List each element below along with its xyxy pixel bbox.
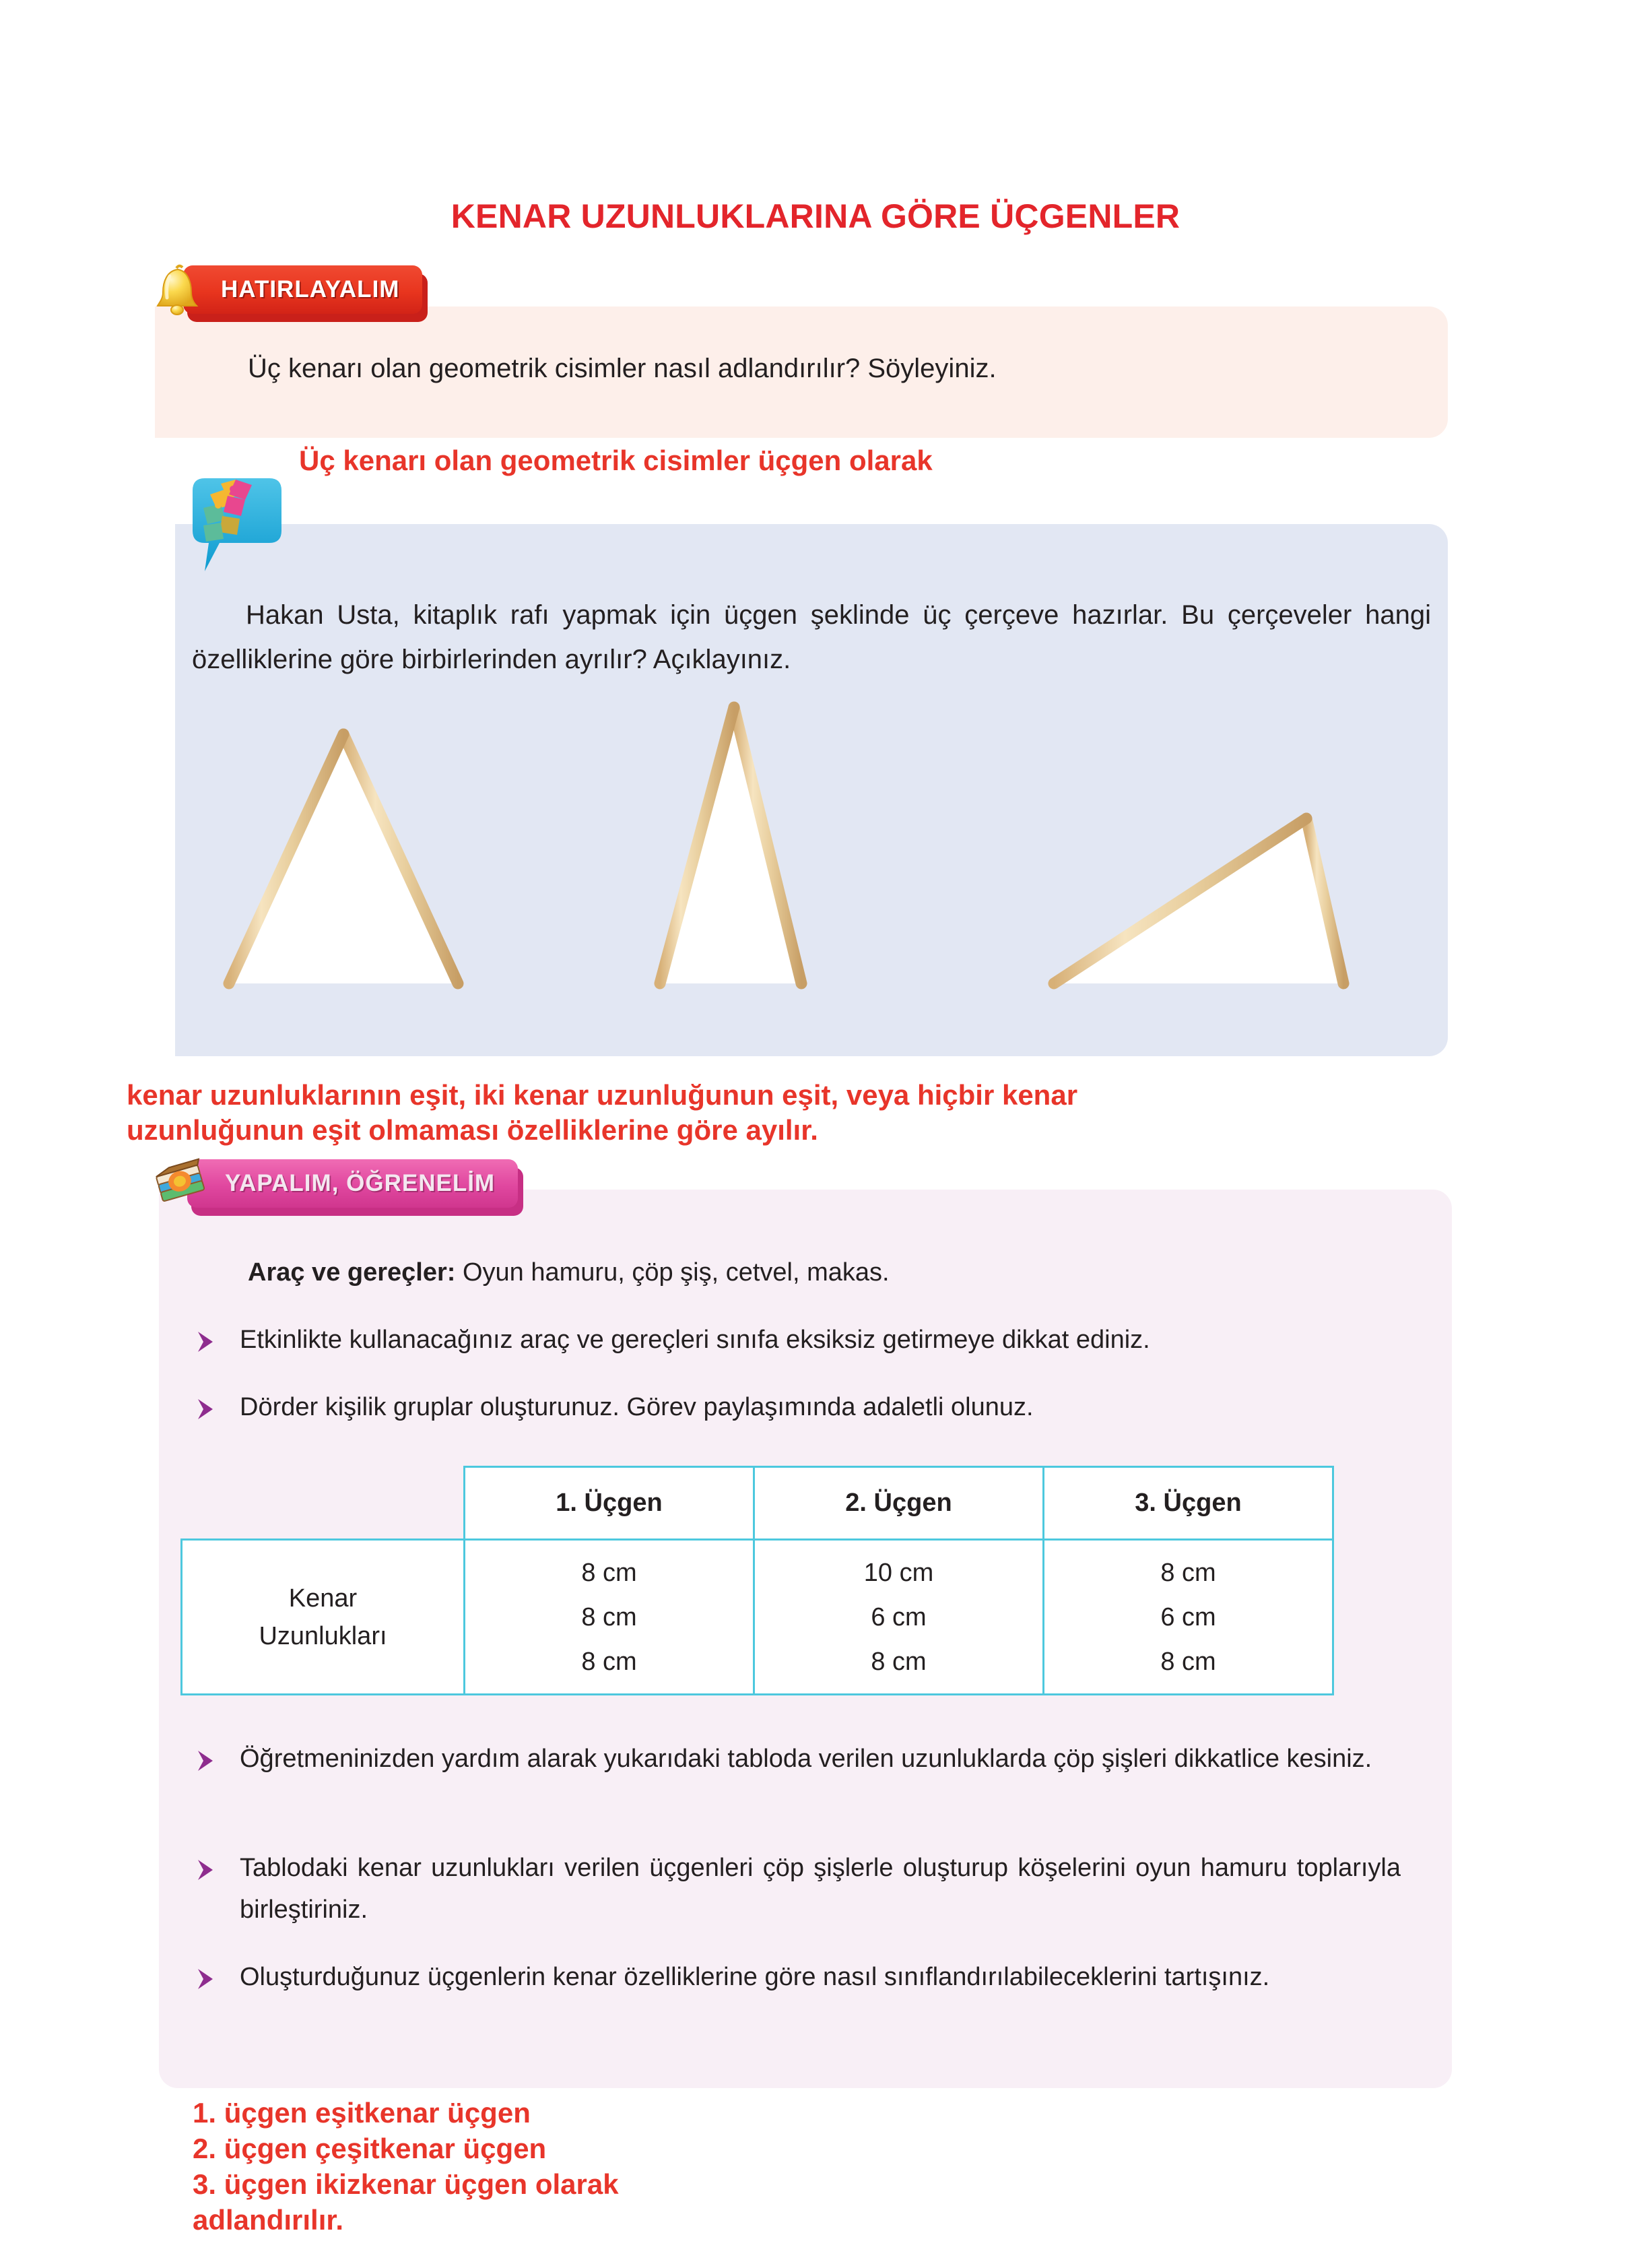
activity-banner — [154, 1153, 518, 1214]
cell-value: 10 cm — [863, 1558, 934, 1587]
activity-bullet-2 — [195, 1386, 1407, 1433]
arrow-right-bullet-icon — [195, 1743, 225, 1785]
cell-value: 6 cm — [1160, 1602, 1216, 1631]
activity-bullet-4 — [195, 1847, 1401, 1931]
books-icon — [154, 1155, 210, 1212]
activity-bullet-3 — [195, 1738, 1401, 1785]
student-answer-block-2 — [127, 1078, 1541, 1148]
student-answer-line-1: Üç kenarı olan geometrik cisimler üçgen olarak — [299, 445, 933, 476]
table-header-row — [182, 1467, 1333, 1540]
page-title: KENAR UZUNLUKLARINA GÖRE ÜÇGENLER — [451, 197, 1180, 235]
materials-label: Araç ve gereçler: — [248, 1258, 456, 1287]
cell-value: 8 cm — [1160, 1647, 1216, 1676]
activity-bullet-2-text: Dörder kişilik gruplar oluşturunuz. Görev paylaşımında adaletli olunuz. — [240, 1393, 1034, 1421]
arrow-right-bullet-icon — [195, 1324, 225, 1366]
problem-statement-text: Hakan Usta, kitaplık rafı yapmak için üçgen şeklinde üç çerçeve hazırlar. Bu çerçeveler hangi özelliklerine göre birbirlerinden ayrılır? Açıklayınız. — [192, 600, 1431, 674]
cell-value: 6 cm — [871, 1602, 927, 1631]
table-header-2: 2. Üçgen — [754, 1467, 1044, 1540]
table-header-3: 3. Üçgen — [1044, 1467, 1333, 1540]
arrow-right-bullet-icon — [195, 1852, 225, 1894]
table-cell-triangle-1 — [465, 1540, 754, 1695]
student-answer-line-3d: adlandırılır. — [193, 2204, 344, 2236]
arrow-right-bullet-icon — [195, 1962, 225, 2003]
table-cell-triangle-3 — [1044, 1540, 1333, 1695]
bell-icon — [149, 261, 206, 318]
student-answer-line-3b: 2. üçgen çeşitkenar üçgen — [193, 2133, 547, 2164]
cell-value: 8 cm — [1160, 1558, 1216, 1587]
student-answer-line-3a: 1. üçgen eşitkenar üçgen — [193, 2097, 531, 2129]
side-lengths-table — [180, 1466, 1334, 1695]
table-header-1: 1. Üçgen — [465, 1467, 754, 1540]
table-row-label-line1: Kenar — [288, 1584, 358, 1613]
isosceles-triangle — [660, 707, 801, 983]
cell-value: 8 cm — [581, 1558, 637, 1587]
activity-bullet-1-text: Etkinlikte kullanacağınız araç ve gereçleri sınıfa eksiksiz getirmeye dikkat ediniz. — [240, 1326, 1150, 1354]
remember-banner — [149, 259, 422, 320]
equilateral-triangle — [229, 734, 458, 983]
materials-value: Oyun hamuru, çöp şiş, cetvel, makas. — [455, 1258, 890, 1287]
arrow-right-bullet-icon — [195, 1392, 225, 1433]
table-row-label — [182, 1540, 465, 1695]
activity-bullet-5 — [195, 1956, 1401, 2003]
student-answer-block-3 — [193, 2095, 619, 2236]
cell-value: 8 cm — [581, 1602, 637, 1631]
student-answer-line-3c: 3. üçgen ikizkenar üçgen olarak — [193, 2168, 619, 2200]
student-answer-line-2a: kenar uzunluklarının eşit, iki kenar uzunluğunun eşit, veya hiçbir kenar — [127, 1079, 1078, 1111]
cell-value: 8 cm — [871, 1647, 927, 1676]
table-row-label-line2: Uzunlukları — [259, 1621, 387, 1650]
activity-bullet-5-text: Oluşturduğunuz üçgenlerin kenar özelliklerine göre nasıl sınıflandırılabileceklerini tartışınız. — [240, 1963, 1270, 1991]
cell-value: 8 cm — [581, 1647, 637, 1676]
activity-bullet-3-text: Öğretmeninizden yardım alarak yukarıdaki tabloda verilen uzunluklarda çöp şişleri dikkatlice kesiniz. — [240, 1745, 1372, 1773]
table-cell-triangle-2 — [754, 1540, 1044, 1695]
materials-line — [248, 1258, 890, 1287]
activity-bullet-1 — [195, 1319, 1407, 1366]
activity-bullet-4-text: Tablodaki kenar uzunlukları verilen üçgenleri çöp şişlerle oluşturup köşelerini oyun hamuru toplarıyla birleştiriniz. — [240, 1854, 1401, 1924]
remember-banner-label: HATIRLAYALIM — [183, 265, 422, 314]
activity-banner-label: YAPALIM, ÖĞRENELİM — [187, 1159, 518, 1208]
triangle-illustrations — [175, 694, 1448, 1051]
table-corner-blank — [182, 1467, 465, 1540]
table-row — [182, 1540, 1333, 1695]
remember-question-text: Üç kenarı olan geometrik cisimler nasıl adlandırılır? Söyleyiniz. — [248, 354, 997, 383]
student-answer-line-2b: uzunluğunun eşit olmaması özelliklerine göre ayılır. — [127, 1114, 818, 1146]
puzzle-speech-bubble-icon — [180, 472, 288, 573]
scalene-triangle — [1054, 818, 1343, 983]
